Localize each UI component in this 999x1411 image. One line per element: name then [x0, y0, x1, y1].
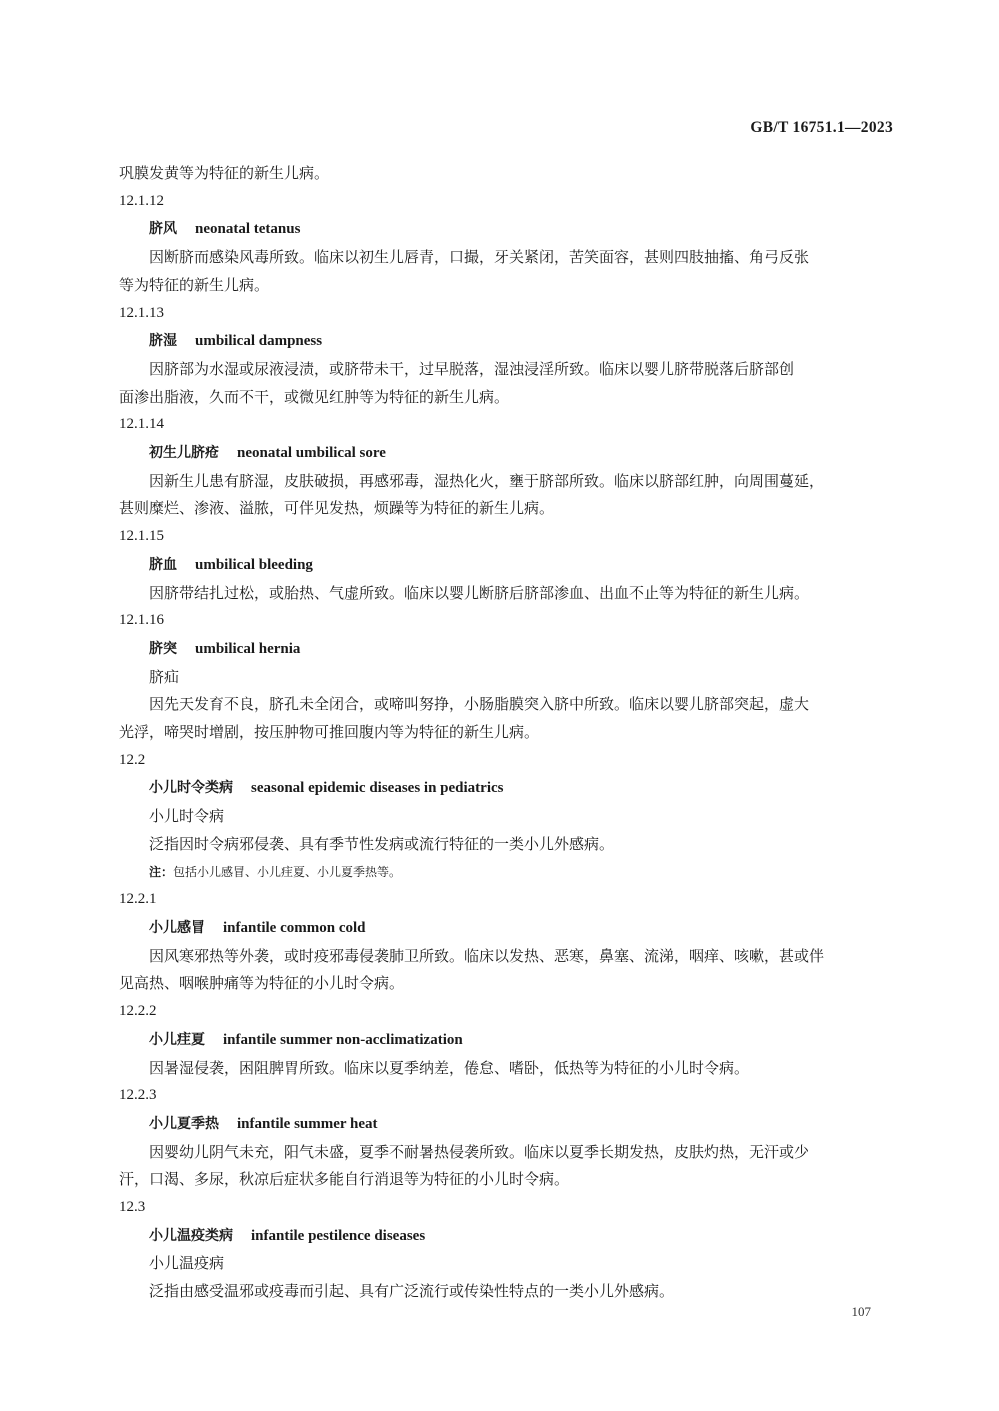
term-chinese: 小儿夏季热 [149, 1115, 219, 1132]
definition-line: 因脐部为水湿或尿液浸渍，或脐带未干，过早脱落，湿浊浸淫所致。临床以婴儿脐带脱落后脐部创 [149, 359, 795, 378]
term-heading [119, 1222, 894, 1251]
definition-line: 因断脐而感染风毒所致。临床以初生儿唇青，口撮，牙关紧闭，苦笑面容，甚则四肢抽搐、角弓反张 [149, 248, 810, 267]
term-chinese: 脐风 [149, 221, 177, 238]
term-heading [119, 439, 894, 468]
term-heading [119, 774, 894, 803]
page-number: 107 [851, 1304, 871, 1319]
term-heading [119, 215, 894, 244]
definition-line: 因新生儿患有脐湿，皮肤破损，再感邪毒，湿热化火，壅于脐部所致。临床以脐部红肿，向周围蔓延， [149, 471, 825, 490]
term-heading [119, 1026, 894, 1055]
term-chinese: 脐血 [149, 556, 177, 573]
definition-continuation: 甚则糜烂、渗液、溢脓，可伴见发热，烦躁等为特征的新生儿病。 [119, 499, 555, 518]
note [119, 859, 894, 887]
term-english: umbilical dampness [195, 333, 323, 350]
note-text: 包括小儿感冒、小儿疰夏、小儿夏季热等。 [173, 864, 402, 879]
document-code: GB/T 16751.1—2023 [750, 119, 893, 136]
definition-continuation: 汗，口渴、多尿，秋凉后症状多能自行消退等为特征的小儿时令病。 [119, 1170, 570, 1189]
alias-term: 小儿时令病 [149, 807, 225, 826]
term-english: infantile common cold [223, 919, 366, 936]
term-chinese: 小儿时令类病 [149, 780, 233, 797]
term-chinese: 小儿疰夏 [149, 1031, 205, 1048]
term-heading [119, 551, 894, 580]
section-number: 12.2 [119, 751, 146, 768]
definition-continuation: 等为特征的新生儿病。 [119, 275, 270, 294]
definition-line: 因婴幼儿阴气未充，阳气未盛，夏季不耐暑热侵袭所致。临床以夏季长期发热，皮肤灼热，无汗或少 [149, 1142, 810, 1161]
definition-continuation: 光浮，啼哭时增剧，按压肿物可推回腹内等为特征的新生儿病。 [119, 723, 540, 742]
definition-line: 因先天发育不良，脐孔未全闭合，或啼叫努挣，小肠脂膜突入脐中所致。临床以婴儿脐部突起，虚大 [149, 695, 810, 714]
term-chinese: 小儿温疫类病 [149, 1227, 233, 1244]
definition-line: 泛指由感受温邪或疫毒而引起、具有广泛流行或传染性特点的一类小儿外感病。 [149, 1282, 675, 1301]
term-english: infantile summer heat [237, 1115, 378, 1132]
note-label: 注： [149, 864, 174, 879]
definition-line: 因脐带结扎过松，或胎热、气虚所致。临床以婴儿断脐后脐部渗血、出血不止等为特征的新生儿病。 [149, 583, 810, 602]
section-number: 12.1.14 [119, 416, 164, 433]
term-heading [119, 1110, 894, 1139]
section-number: 12.1.15 [119, 528, 164, 545]
section-number: 12.1.13 [119, 304, 164, 321]
section-number: 12.2.1 [119, 891, 157, 908]
definition-line: 泛指因时令病邪侵袭、具有季节性发病或流行特征的一类小儿外感病。 [149, 834, 615, 853]
term-english: neonatal umbilical sore [237, 445, 386, 462]
definition-continuation: 面渗出脂液，久而不干，或微见红肿等为特征的新生儿病。 [119, 387, 510, 406]
definition-continuation: 见高热、咽喉肿痛等为特征的小儿时令病。 [119, 974, 405, 993]
document-body [119, 160, 894, 1306]
alias-term: 小儿温疫病 [149, 1254, 225, 1273]
term-chinese: 小儿感冒 [149, 919, 205, 936]
term-english: umbilical bleeding [195, 556, 313, 573]
definition-line: 因暑湿侵袭，困阻脾胃所致。临床以夏季纳差，倦怠、嗜卧，低热等为特征的小儿时令病。 [149, 1058, 750, 1077]
term-chinese: 脐突 [149, 640, 177, 657]
section-number: 12.2.3 [119, 1087, 157, 1104]
term-heading [119, 635, 894, 664]
term-english: seasonal epidemic diseases in pediatrics [251, 780, 504, 797]
term-english: infantile pestilence diseases [251, 1227, 426, 1244]
alias-term: 脐疝 [149, 667, 180, 686]
section-number: 12.1.12 [119, 192, 164, 209]
term-english: infantile summer non-acclimatization [223, 1031, 463, 1048]
term-chinese: 初生儿脐疮 [149, 445, 219, 462]
term-chinese: 脐湿 [149, 333, 177, 350]
term-heading [119, 914, 894, 943]
section-number: 12.3 [119, 1199, 146, 1216]
definition-continuation: 巩膜发黄等为特征的新生儿病。 [119, 164, 330, 182]
definition-line: 因风寒邪热等外袭，或时疫邪毒侵袭肺卫所致。临床以发热、恶寒，鼻塞、流涕，咽痒、咳嗽，甚或伴 [149, 946, 825, 965]
section-number: 12.2.2 [119, 1003, 157, 1020]
term-heading [119, 327, 894, 356]
term-english: neonatal tetanus [195, 221, 301, 238]
term-english: umbilical hernia [195, 640, 301, 657]
section-number: 12.1.16 [119, 612, 164, 629]
